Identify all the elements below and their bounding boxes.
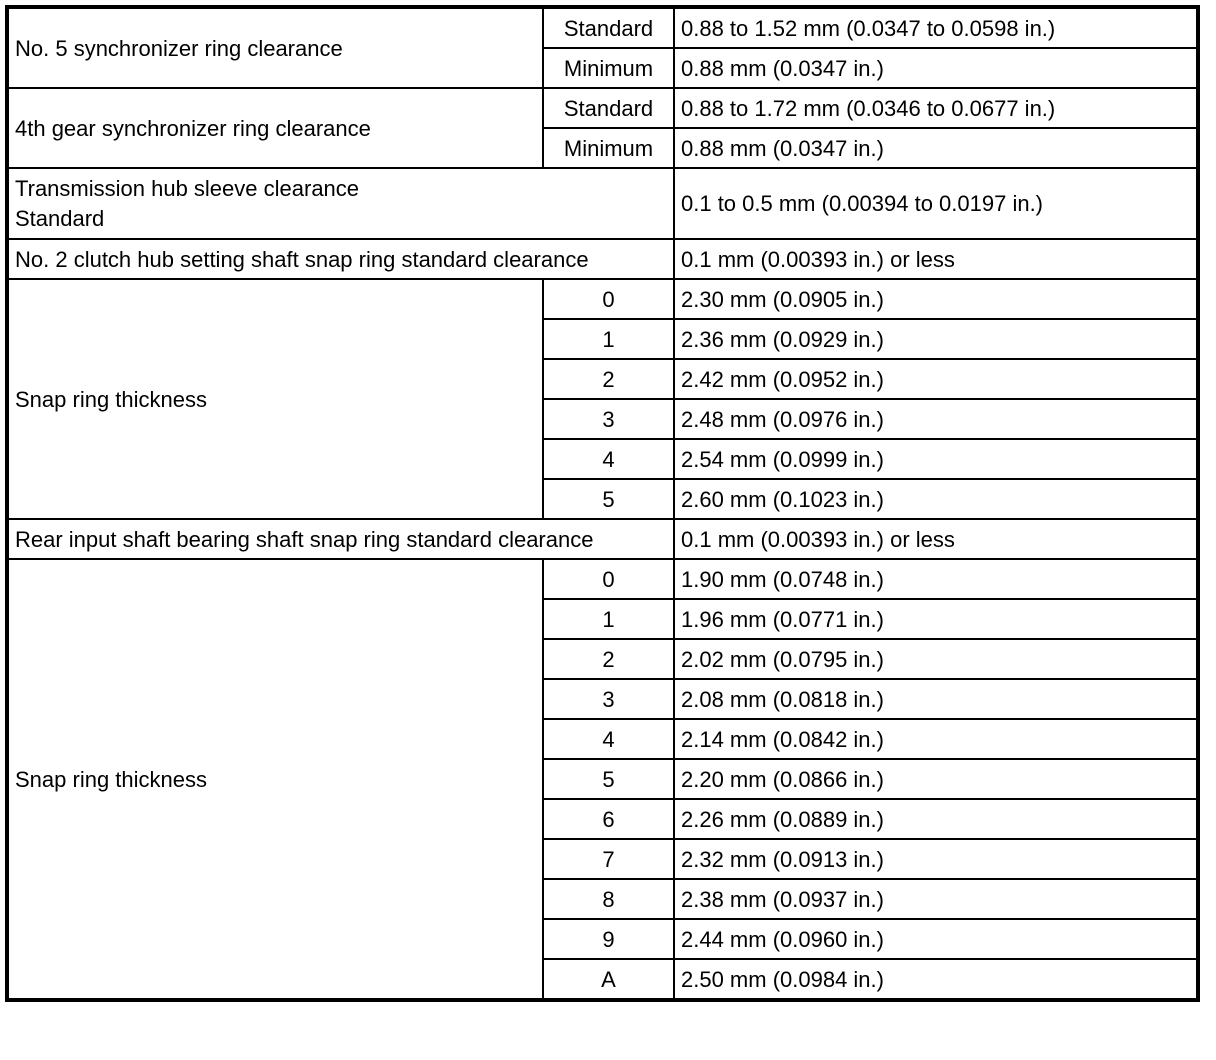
value-cell: 1.96 mm (0.0771 in.) xyxy=(674,599,1198,639)
value-cell: 0.88 mm (0.0347 in.) xyxy=(674,48,1198,88)
table-row xyxy=(7,7,1198,48)
value-cell: 2.14 mm (0.0842 in.) xyxy=(674,719,1198,759)
condition-cell: 3 xyxy=(543,399,674,439)
table-row xyxy=(7,559,1198,599)
value-cell: 2.02 mm (0.0795 in.) xyxy=(674,639,1198,679)
value-cell: 0.1 mm (0.00393 in.) or less xyxy=(674,239,1198,279)
value-cell: 2.30 mm (0.0905 in.) xyxy=(674,279,1198,319)
condition-cell: 3 xyxy=(543,679,674,719)
value-cell: 0.1 to 0.5 mm (0.00394 to 0.0197 in.) xyxy=(674,168,1198,239)
condition-cell: Standard xyxy=(543,88,674,128)
condition-cell: 9 xyxy=(543,919,674,959)
value-cell: 0.88 to 1.72 mm (0.0346 to 0.0677 in.) xyxy=(674,88,1198,128)
specification-table xyxy=(5,5,1200,1002)
item-label: Snap ring thickness xyxy=(7,279,543,519)
item-label: No. 2 clutch hub setting shaft snap ring standard clearance xyxy=(7,239,674,279)
value-cell: 2.26 mm (0.0889 in.) xyxy=(674,799,1198,839)
value-cell: 2.60 mm (0.1023 in.) xyxy=(674,479,1198,519)
item-label: Snap ring thickness xyxy=(7,559,543,1000)
value-cell: 2.42 mm (0.0952 in.) xyxy=(674,359,1198,399)
condition-cell: 1 xyxy=(543,319,674,359)
value-cell: 2.48 mm (0.0976 in.) xyxy=(674,399,1198,439)
value-cell: 0.88 to 1.52 mm (0.0347 to 0.0598 in.) xyxy=(674,7,1198,48)
item-label xyxy=(7,168,674,239)
table-row xyxy=(7,88,1198,128)
condition-cell: Minimum xyxy=(543,128,674,168)
value-cell: 0.1 mm (0.00393 in.) or less xyxy=(674,519,1198,559)
value-cell: 2.32 mm (0.0913 in.) xyxy=(674,839,1198,879)
value-cell: 2.20 mm (0.0866 in.) xyxy=(674,759,1198,799)
condition-cell: 6 xyxy=(543,799,674,839)
condition-cell: Standard xyxy=(543,7,674,48)
value-cell: 2.54 mm (0.0999 in.) xyxy=(674,439,1198,479)
value-cell: 0.88 mm (0.0347 in.) xyxy=(674,128,1198,168)
value-cell: 1.90 mm (0.0748 in.) xyxy=(674,559,1198,599)
condition-cell: Minimum xyxy=(543,48,674,88)
condition-cell: 4 xyxy=(543,719,674,759)
table-row xyxy=(7,279,1198,319)
condition-cell: 2 xyxy=(543,639,674,679)
value-cell: 2.36 mm (0.0929 in.) xyxy=(674,319,1198,359)
condition-cell: 0 xyxy=(543,559,674,599)
condition-cell: 8 xyxy=(543,879,674,919)
condition-cell: 5 xyxy=(543,759,674,799)
item-label-line: Standard xyxy=(15,205,105,231)
value-cell: 2.08 mm (0.0818 in.) xyxy=(674,679,1198,719)
condition-cell: 2 xyxy=(543,359,674,399)
item-label: No. 5 synchronizer ring clearance xyxy=(7,7,543,88)
value-cell: 2.38 mm (0.0937 in.) xyxy=(674,879,1198,919)
value-cell: 2.50 mm (0.0984 in.) xyxy=(674,959,1198,1000)
condition-cell: 1 xyxy=(543,599,674,639)
item-label-line: Transmission hub sleeve clearance xyxy=(15,175,360,201)
item-label: 4th gear synchronizer ring clearance xyxy=(7,88,543,168)
value-cell: 2.44 mm (0.0960 in.) xyxy=(674,919,1198,959)
condition-cell: 0 xyxy=(543,279,674,319)
table-row xyxy=(7,239,1198,279)
condition-cell: 7 xyxy=(543,839,674,879)
table-row xyxy=(7,168,1198,239)
condition-cell: 4 xyxy=(543,439,674,479)
table-row xyxy=(7,519,1198,559)
condition-cell: 5 xyxy=(543,479,674,519)
item-label: Rear input shaft bearing shaft snap ring standard clearance xyxy=(7,519,674,559)
condition-cell: A xyxy=(543,959,674,1000)
